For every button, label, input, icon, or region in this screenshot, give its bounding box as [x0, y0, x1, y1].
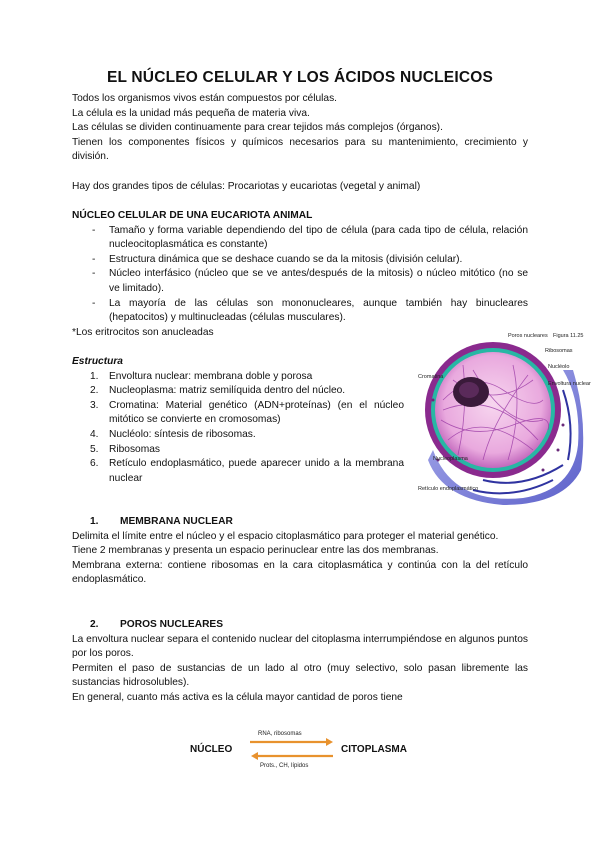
poros-line: La envoltura nuclear separa el contenido nuclear del citoplasma interrumpiéndose en algunos puntos por los poros.: [72, 633, 528, 660]
nucleus-svg: [413, 330, 591, 505]
poros-section: [72, 618, 528, 706]
nucleo-list: [72, 224, 528, 326]
intro-paragraph: [72, 92, 528, 165]
membrana-section: [72, 515, 528, 588]
estructura-list: [72, 370, 404, 487]
transport-diagram: [180, 728, 430, 768]
list-item: 5. Ribosomas: [90, 443, 160, 455]
citoplasma-label: CITOPLASMA: [341, 744, 407, 755]
page-title: EL NÚCLEO CELULAR Y LOS ÁCIDOS NUCLEICOS: [106, 69, 494, 86]
nucleo-section: [72, 209, 528, 340]
list-item: 3. Cromatina: Material genético (ADN+proteínas) (en el núcleo mitótico se convierte en cromosomas): [90, 399, 404, 426]
intro-line: La célula es la unidad más pequeña de materia viva.: [72, 107, 310, 119]
membrana-line: Tiene 2 membranas y presenta un espacio perinuclear entre las dos membranas.: [72, 545, 439, 557]
list-item: - Estructura dinámica que se deshace cuando se da la mitosis (división celular).: [72, 253, 528, 268]
intro-line: Todos los organismos vivos están compuestos por células.: [72, 93, 338, 104]
poros-line: En general, cuanto más activa es la célula mayor cantidad de poros tiene: [72, 691, 403, 703]
list-item: - Tamaño y forma variable dependiendo del tipo de célula (para cada tipo de célula, relación nucleocitoplasmática es constante): [72, 224, 528, 253]
list-item: 1. Envoltura nuclear: membrana doble y porosa: [90, 370, 313, 382]
estructura-heading: Estructura: [72, 356, 123, 367]
nucleo-heading: NÚCLEO CELULAR DE UNA EUCARIOTA ANIMAL: [72, 210, 313, 221]
label-poros: Poros nucleares: [508, 333, 548, 339]
label-nucleoplasma: Nucleoplasma: [433, 456, 468, 462]
membrana-line: Membrana externa: contiene ribosomas en la cara citoplasmática y continúa con la del retículo endoplasmático.: [72, 559, 528, 586]
estructura-section: [72, 355, 404, 486]
intro-line: Tienen los componentes físicos y químicos necesarios para su mantenimiento, crecimiento y división.: [72, 136, 528, 163]
arrow-bottom-label: Prots., CH, lípidos: [260, 763, 309, 769]
label-fig: Figura 11.25: [553, 333, 584, 339]
arrow-left-head: [251, 752, 258, 760]
list-item: 6. Retículo endoplasmático, puede aparecer unido a la membrana nuclear: [90, 458, 404, 484]
nucleo-label: NÚCLEO: [190, 744, 233, 755]
intro-line: Las células se dividen continuamente para crear tejidos más complejos (órganos).: [72, 122, 443, 134]
list-item: - La mayoría de las células son mononucleares, aunque también hay binucleares (hepatocitos) y multinucleadas (células musculares).: [72, 297, 528, 326]
label-nucleolo: Nucléolo: [548, 364, 570, 370]
label-reticulo: Retículo endoplasmático: [418, 486, 479, 492]
list-item: 2. Nucleoplasma: matriz semilíquida dentro del núcleo.: [90, 385, 346, 397]
label-ribosomas: Ribosomas: [545, 348, 573, 354]
list-item: - Núcleo interfásico (núcleo que se ve antes/después de la mitosis) o núcleo mitótico (no se ve limitado).: [72, 267, 528, 296]
membrana-heading: 1. MEMBRANA NUCLEAR: [90, 516, 233, 527]
membrana-line: Delimita el límite entre el núcleo y el espacio citoplasmático para proteger el material genético.: [72, 530, 499, 542]
nucleus-illustration: [413, 330, 591, 505]
eritrocitos-note: *Los eritrocitos son anucleadas: [72, 326, 214, 338]
transport-svg: [180, 728, 430, 768]
label-cromatina: Cromatina: [418, 374, 444, 380]
label-envoltura: Envoltura nuclear: [548, 381, 591, 387]
arrow-right-head: [326, 738, 333, 746]
poros-line: Permiten el paso de sustancias de un lado al otro (muy selectivo, solo pasan libremente las sustancias hidrosolubles).: [72, 662, 528, 689]
list-item: 4. Nucléolo: síntesis de ribosomas.: [90, 428, 256, 440]
poros-heading: 2. POROS NUCLEARES: [90, 619, 224, 630]
cell-types-line: [72, 180, 528, 195]
arrow-top-label: RNA, ribosomas: [258, 731, 302, 737]
cell-types-text: Hay dos grandes tipos de células: Procariotas y eucariotas (vegetal y animal): [72, 181, 421, 192]
